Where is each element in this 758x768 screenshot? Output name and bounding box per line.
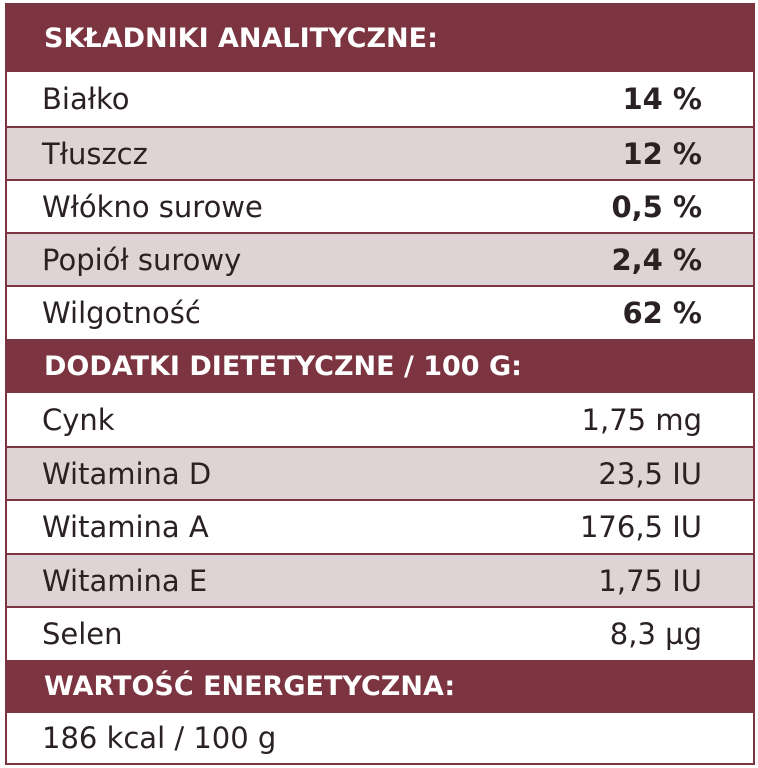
analytical-header-text: SKŁADNIKI ANALITYCZNE: bbox=[44, 23, 438, 54]
additives-row-zinc bbox=[7, 393, 753, 446]
analytical-row-fibre bbox=[7, 179, 753, 232]
energy-header-text: WARTOŚĆ ENERGETYCZNA: bbox=[44, 671, 456, 702]
row-value: 14 % bbox=[622, 82, 702, 116]
row-label: Tłuszcz bbox=[42, 136, 148, 171]
row-value: 1,75 IU bbox=[598, 563, 702, 598]
row-value: 8,3 µg bbox=[609, 617, 702, 651]
row-label: Popiół surowy bbox=[42, 242, 242, 277]
row-label: Cynk bbox=[42, 402, 115, 437]
row-label: Witamina E bbox=[42, 563, 208, 598]
row-value: 1,75 mg bbox=[581, 402, 702, 437]
additives-row-vitamin-e bbox=[7, 553, 753, 606]
energy-header bbox=[7, 660, 753, 713]
row-label: Wilgotność bbox=[42, 296, 201, 330]
additives-row-selenium bbox=[7, 606, 753, 660]
row-value: 0,5 % bbox=[611, 189, 702, 224]
additives-row-vitamin-d bbox=[7, 446, 753, 499]
row-label: Białko bbox=[42, 82, 130, 116]
additives-row-vitamin-a bbox=[7, 499, 753, 553]
energy-row bbox=[7, 713, 753, 763]
row-value: 176,5 IU bbox=[579, 510, 702, 544]
analytical-row-ash bbox=[7, 232, 753, 285]
analytical-header bbox=[7, 5, 753, 72]
row-label: Włókno surowe bbox=[42, 189, 263, 224]
row-label: Selen bbox=[42, 617, 123, 651]
row-value: 62 % bbox=[622, 296, 702, 330]
row-value: 2,4 % bbox=[611, 242, 702, 277]
row-value: 23,5 IU bbox=[598, 456, 702, 491]
row-label: Witamina D bbox=[42, 456, 212, 491]
nutrition-table bbox=[5, 3, 755, 765]
row-value: 12 % bbox=[622, 136, 702, 171]
analytical-row-moisture bbox=[7, 285, 753, 339]
energy-value: 186 kcal / 100 g bbox=[42, 721, 277, 755]
analytical-row-fat bbox=[7, 126, 753, 179]
analytical-row-protein bbox=[7, 72, 753, 126]
additives-header bbox=[7, 339, 753, 393]
row-label: Witamina A bbox=[42, 510, 209, 544]
additives-header-text: DODATKI DIETETYCZNE / 100 G: bbox=[44, 350, 522, 382]
